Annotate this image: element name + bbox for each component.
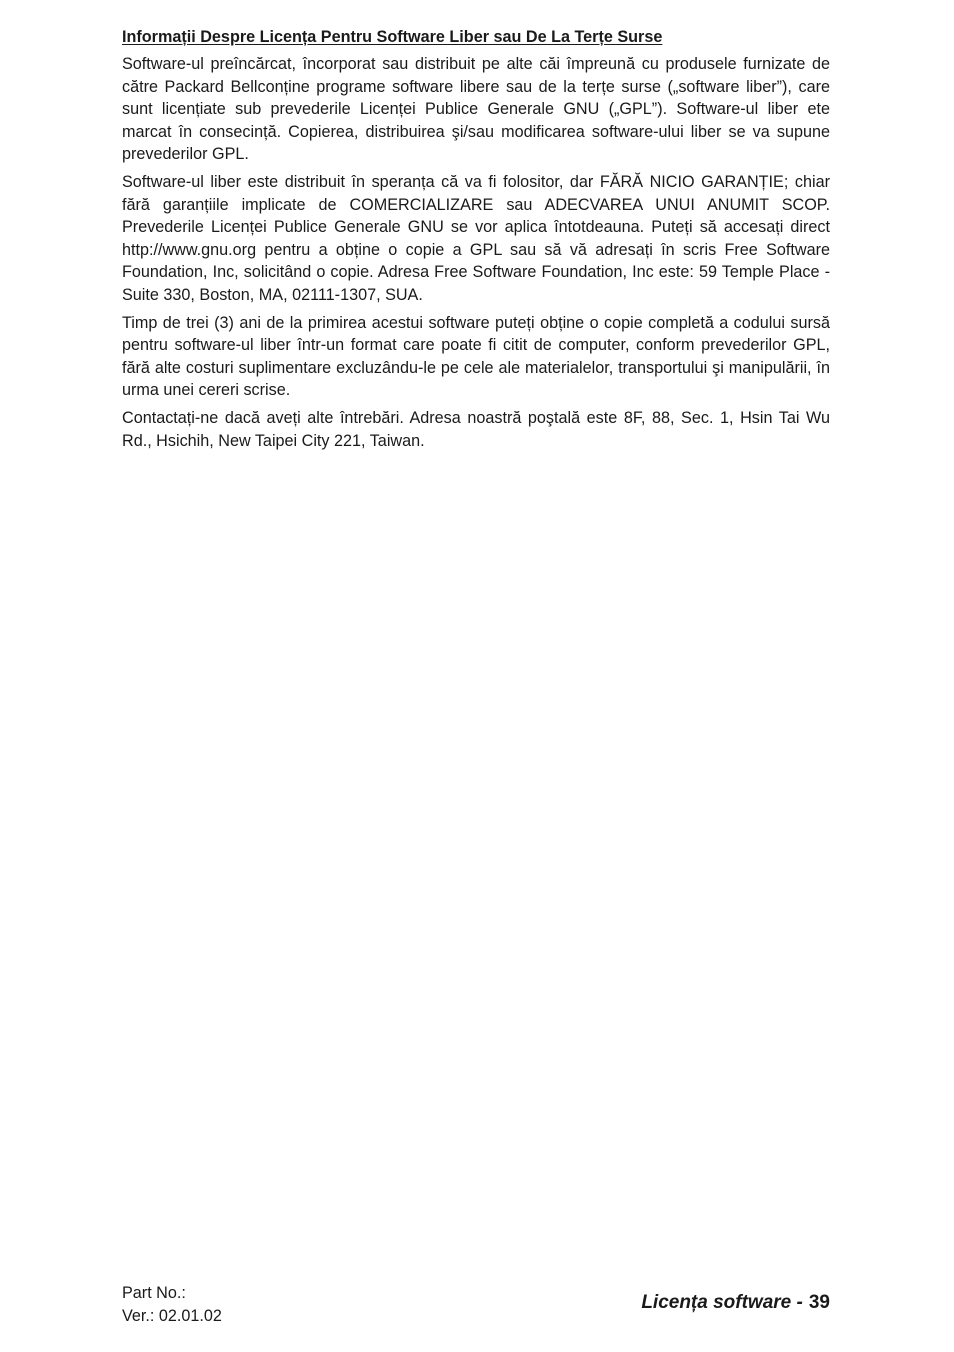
document-title: Informații Despre Licența Pentru Software Liber sau De La Terțe Surse — [122, 28, 663, 46]
paragraph-source-code-offer: Timp de trei (3) ani de la primirea acestui software puteți obține o copie completă a codului sursă pentru software-ul liber într-un format care poate fi citit de computer, conform prevederilor GPL, fără alte costuri suplimentare excluzându-le pe cele ale materialelor, transportului şi manipulării, în urma unei cereri scrise. — [122, 313, 830, 400]
paragraph-contact: Contactați-ne dacă aveți alte întrebări. Adresa noastră poştală este 8F, 88, Sec. 1, Hsin Tai Wu Rd., Hsichih, New Taipei City 221, Taiwan. — [122, 408, 830, 450]
paragraph-preloaded-software: Software-ul preîncărcat, încorporat sau distribuit pe alte căi împreună cu produsele furnizate de către Packard Bellconține programe software libere sau de la terțe surse („software liber”), care sunt licențiate sub prevederile Licenței Publice Generale GNU („GPL”). Software-ul liber ete marcat în consecință. Copierea, distribuirea şi/sau modificarea software-ului liber se va supune prevederilor GPL. — [122, 55, 830, 164]
version-number: Ver.: 02.01.02 — [122, 1307, 222, 1325]
page-number: 39 — [808, 1292, 830, 1313]
paragraph-no-warranty: Software-ul liber este distribuit în speranța că va fi folositor, dar FĂRĂ NICIO GARANȚIE; chiar fără garanțiile implicate de COMERCIALIZARE sau ADECVAREA UNUI ANUMIT SCOP. Prevederile Licenței Publice Generale GNU se vor aplica întotdeauna. Puteți să accesați direct http://www.gnu.org pentru a obține o copie a GPL sau să vă adresați în scris Free Software Foundation, Inc, solicitând o copie. Adresa Free Software Foundation, Inc este: 59 Temple Place - Suite 330, Boston, MA, 02111-1307, SUA. — [122, 172, 830, 304]
footer-page-label — [641, 1291, 830, 1315]
section-title: Licența software - — [641, 1292, 803, 1313]
footer-part-info — [122, 1282, 222, 1328]
part-number: Part No.: — [122, 1284, 186, 1302]
document-body — [122, 26, 830, 457]
